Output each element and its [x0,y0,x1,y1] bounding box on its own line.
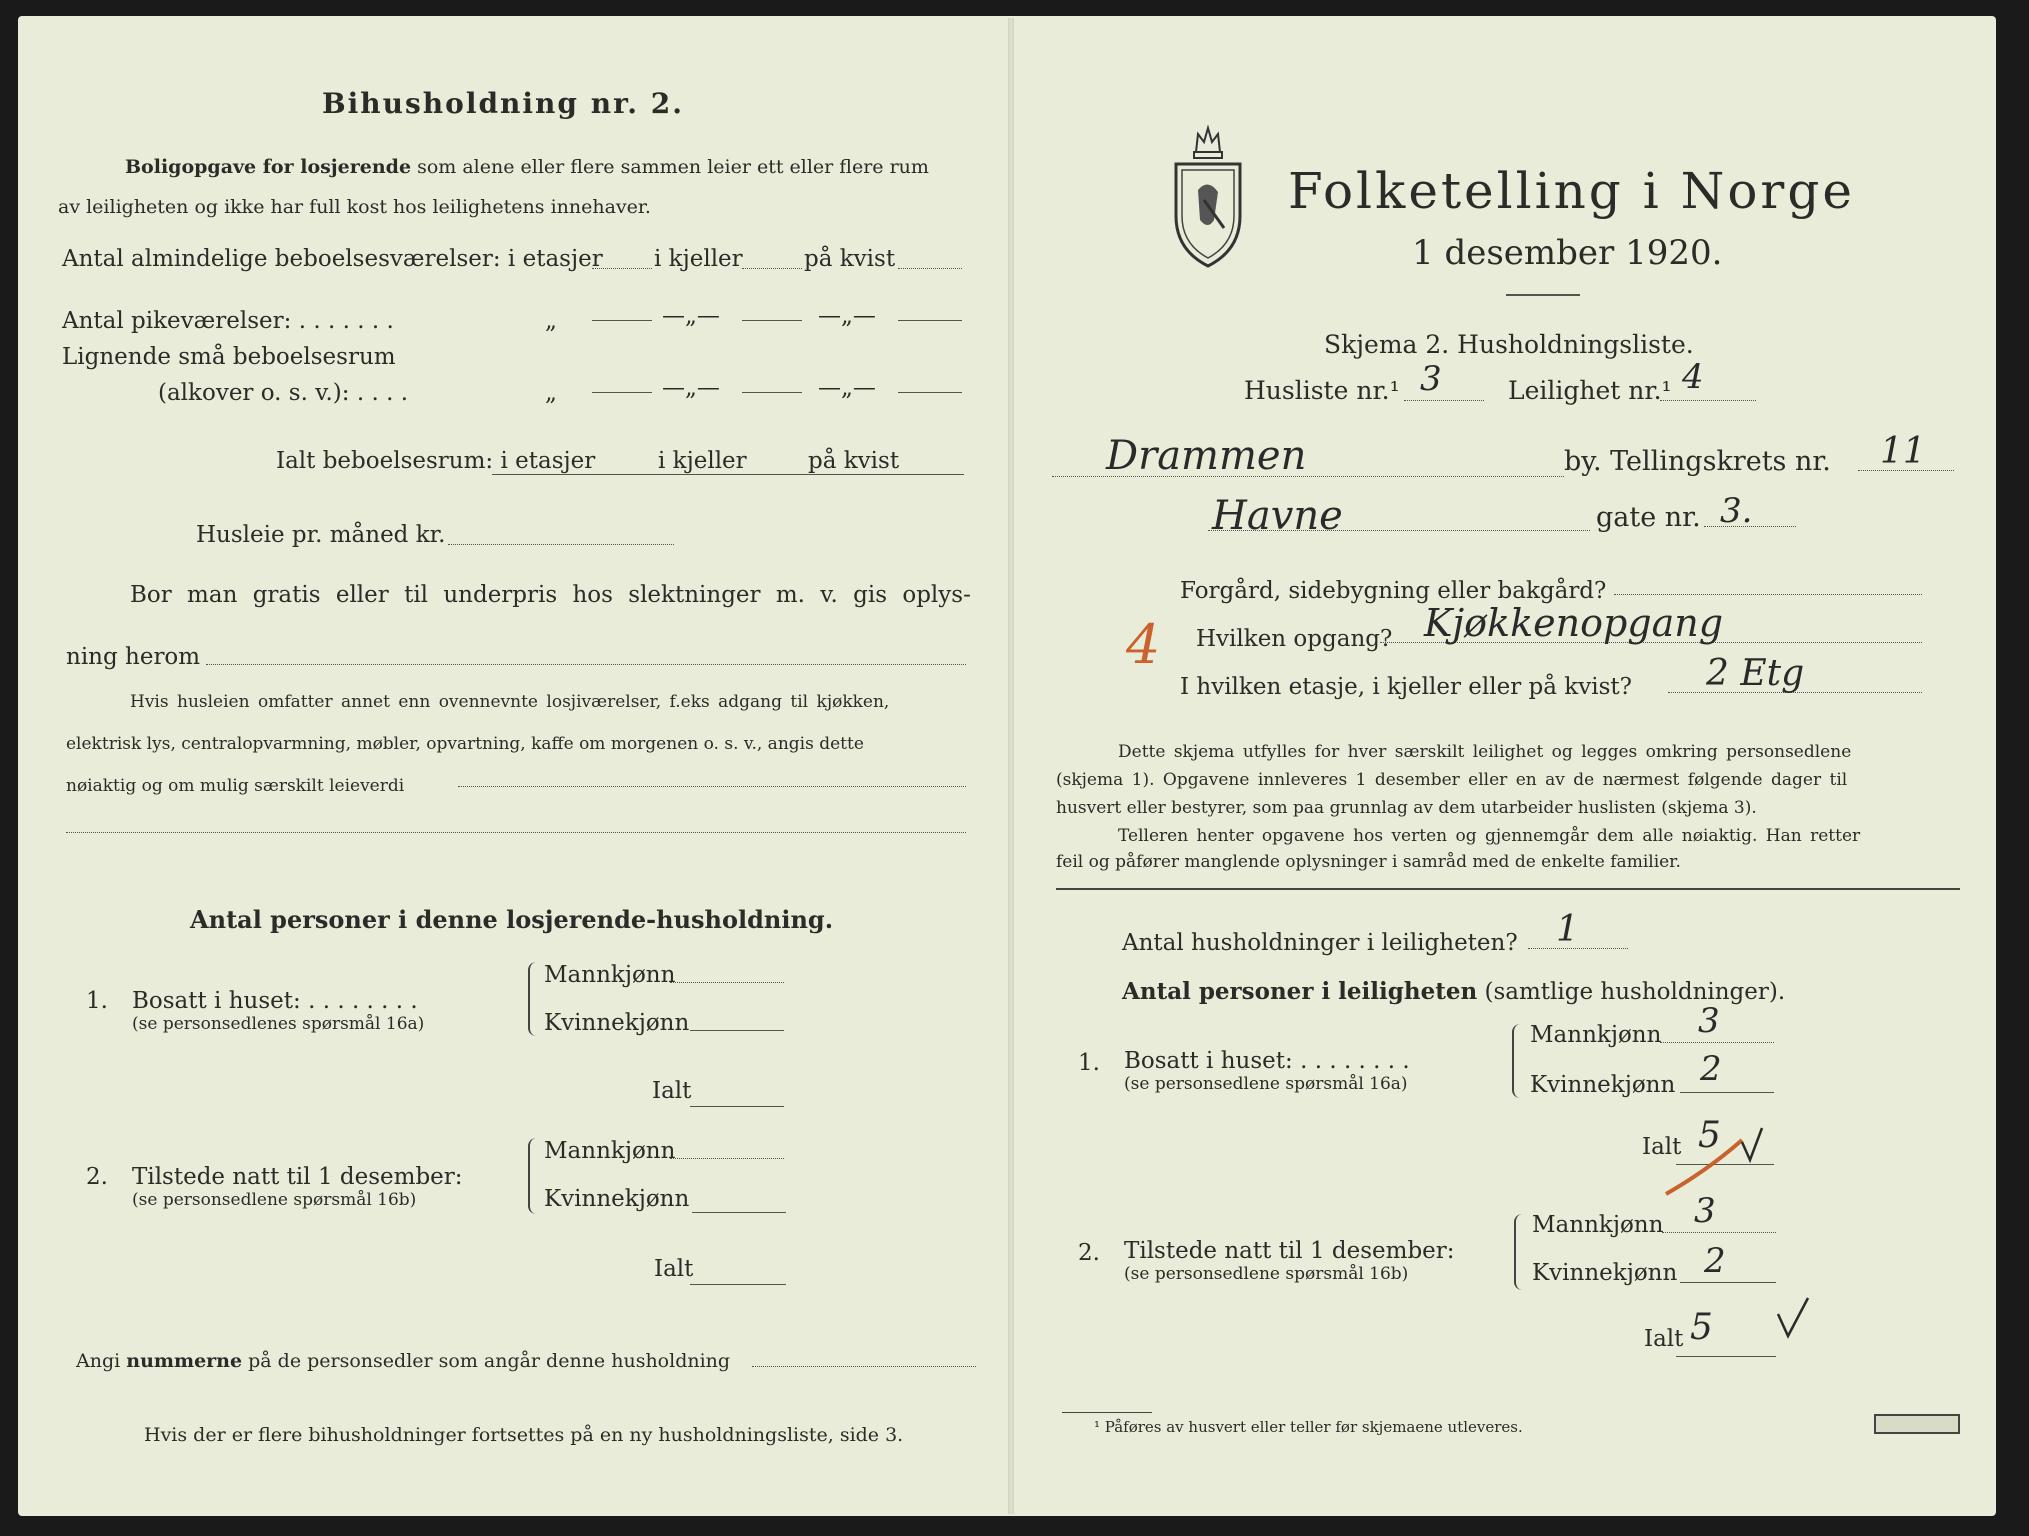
right-q1-sub: (se personsedlene spørsmål 16a) [1124,1074,1408,1094]
coat-of-arms-icon [1168,120,1248,270]
left-q2-label: Tilstede natt til 1 desember: [132,1164,463,1190]
rooms-etasjer-field[interactable] [592,268,652,269]
right-q2-female-value[interactable]: 2 [1704,1241,1726,1281]
total-rooms-rule [492,474,964,475]
small-rooms-ditto: „ [545,380,557,406]
left-q1-male-label: Mannkjønn [544,962,676,988]
footnote: ¹ Påføres av husvert eller teller før skjemaene utleveres. [1094,1418,1523,1436]
left-q2-female-label: Kvinnekjønn [544,1186,690,1212]
pike-ditto-3: —„— [818,303,876,329]
left-q1-total-label: Ialt [652,1078,692,1104]
left-q2-num: 2. [86,1164,108,1190]
numbers-label: Angi nummerne på de personsedler som angår denne husholdning [76,1350,731,1372]
left-q1-female-label: Kvinnekjønn [544,1010,690,1036]
leilighet-value[interactable]: 4 [1682,357,1704,397]
gate-value[interactable]: 3. [1720,491,1753,531]
right-q2-num: 2. [1078,1240,1100,1266]
by-krets-label: by. Tellingskrets nr. [1564,446,1831,477]
krets-value[interactable]: 11 [1880,431,1926,472]
intro-line-2: av leiligheten og ikke har full kost hos leilighetens innehaver. [58,196,651,218]
total-kjeller-label: i kjeller [658,448,747,474]
note-line-5: feil og påfører manglende oplysninger i samråd med de enkelte familier. [1056,852,1681,872]
leieverdi-field-2[interactable] [66,832,966,833]
right-q2-sub: (se personsedlene spørsmål 16b) [1124,1264,1409,1284]
rooms-kjeller-field[interactable] [742,268,802,269]
right-q2-total-value[interactable]: 5 [1690,1307,1713,1348]
street-field[interactable] [1208,530,1590,531]
footnote-rule [1062,1412,1152,1413]
left-q1-male-field[interactable] [670,982,784,983]
left-q2-male-field[interactable] [670,1158,784,1159]
right-q2-male-value[interactable]: 3 [1694,1191,1716,1231]
forgard-field[interactable] [1614,594,1922,595]
pike-ditto-2: —„— [662,303,720,329]
left-footer: Hvis der er flere bihusholdninger fortsettes på en ny husholdningsliste, side 3. [144,1424,904,1446]
left-q2-male-label: Mannkjønn [544,1138,676,1164]
city-value[interactable]: Drammen [1106,433,1307,479]
left-q1-num: 1. [86,988,108,1014]
right-q1-male-field[interactable] [1660,1042,1774,1043]
rent-field[interactable] [448,544,674,545]
right-q2-male-label: Mannkjønn [1532,1212,1664,1238]
rooms-kvist-field[interactable] [898,268,962,269]
title-underline [1506,294,1580,296]
husliste-label: Husliste nr.¹ [1244,376,1400,405]
left-q2-female-field[interactable] [692,1212,786,1213]
left-q2-total-label: Ialt [654,1256,694,1282]
left-persons-heading: Antal personer i denne losjerende-husholdning. [190,905,834,934]
total-kvist-label: på kvist [808,448,900,474]
rooms-label: Antal almindelige beboelsesværelser: i etasjer [62,246,603,272]
printer-stamp [1874,1414,1960,1434]
etasje-value[interactable]: 2 Etg [1706,653,1805,694]
note-line-4: Telleren henter opgavene hos verten og gjennemgår dem alle nøiaktig. Han retter [1118,826,1861,846]
right-q1-brace [1512,1024,1522,1098]
rent-label: Husleie pr. måned kr. [196,522,446,548]
right-q2-female-field[interactable] [1680,1282,1776,1283]
husliste-field[interactable] [1404,400,1484,401]
note-line-1: Dette skjema utfylles for hver særskilt leilighet og legges omkring personsedlene [1118,742,1852,762]
census-date: 1 desember 1920. [1412,233,1723,273]
intro-bold: Boligopgave for losjerende som alene eller flere sammen leier ett eller flere rum [125,156,929,178]
small-rooms-label: Lignende små beboelsesrum [62,344,396,370]
left-q1-female-field[interactable] [690,1030,784,1031]
right-q2-female-label: Kvinnekjønn [1532,1260,1678,1286]
city-field[interactable] [1052,476,1564,477]
note-line-3: husvert eller bestyrer, som paa grunnlag av dem utarbeider huslisten (skjema 3). [1056,798,1757,818]
right-title: Folketelling i Norge [1288,162,1855,220]
red-pencil-mark: 4 [1126,613,1161,676]
left-q1-brace [528,962,538,1036]
free-line-1: Bor man gratis eller til underpris hos slektninger m. v. gis oplys- [130,582,971,608]
right-q1-label: Bosatt i huset: . . . . . . . . [1124,1048,1410,1074]
small-etasjer-field[interactable] [592,392,652,393]
leieverdi-field[interactable] [458,786,966,787]
opgang-value[interactable]: Kjøkkenopgang [1424,601,1724,645]
left-title: Bihusholdning nr. 2. [322,87,684,120]
left-q2-sub: (se personsedlene spørsmål 16b) [132,1190,417,1210]
schema-label: Skjema 2. Husholdningsliste. [1324,330,1694,359]
right-q1-total-label: Ialt [1642,1134,1682,1160]
section-rule [1056,888,1960,890]
page-fold [1008,18,1014,1514]
red-check-mark-icon [1658,1115,1778,1200]
right-q2-male-field[interactable] [1662,1232,1776,1233]
right-q1-male-label: Mannkjønn [1530,1022,1662,1048]
left-q2-brace [528,1138,538,1214]
right-q1-female-label: Kvinnekjønn [1530,1072,1676,1098]
right-q1-num: 1. [1078,1050,1100,1076]
small-kjeller-field[interactable] [742,392,802,393]
small-ditto-3: —„— [818,375,876,401]
pike-kvist-field[interactable] [898,320,962,321]
leilighet-field[interactable] [1660,400,1756,401]
leilighet-label: Leilighet nr.¹ [1508,376,1672,405]
pike-kjeller-field[interactable] [742,320,802,321]
small-ditto-2: —„— [662,375,720,401]
rooms-kjeller-label: i kjeller [654,246,743,272]
check-mark-icon [1774,1296,1814,1340]
opgang-question: Hvilken opgang? [1196,626,1393,652]
right-q1-total-value[interactable]: 5 [1698,1115,1721,1156]
rooms-kvist-label: på kvist [804,246,896,272]
pike-ditto: „ [545,308,557,334]
pike-etasjer-field[interactable] [592,320,652,321]
forgard-question: Forgård, sidebygning eller bakgård? [1180,578,1607,604]
right-q1-female-field[interactable] [1680,1092,1774,1093]
right-q1-male-value[interactable]: 3 [1698,1001,1720,1041]
left-q1-sub: (se personsedlenes spørsmål 16a) [132,1014,425,1034]
gate-label: gate nr. [1596,502,1701,533]
small-rooms-sub: (alkover o. s. v.): . . . . [158,380,409,406]
note-line-2: (skjema 1). Opgavene innleveres 1 desember eller en av de nærmest følgende dager til [1056,770,1848,790]
numbers-field[interactable] [752,1366,976,1367]
husliste-value[interactable]: 3 [1420,359,1442,399]
hh-count-value[interactable]: 1 [1556,909,1579,950]
rent-note-2: elektrisk lys, centralopvarmning, møbler, opvartning, kaffe om morgenen o. s. v., angis dette [66,734,864,754]
etasje-question: I hvilken etasje, i kjeller eller på kvist? [1180,674,1632,700]
rent-note-3: nøiaktig og om mulig særskilt leieverdi [66,776,405,796]
hh-count-label: Antal husholdninger i leiligheten? [1122,930,1518,956]
right-q2-total-label: Ialt [1644,1326,1684,1352]
total-rooms-label: Ialt beboelsesrum: i etasjer [276,448,596,474]
pike-label: Antal pikeværelser: . . . . . . . [62,308,394,334]
right-q2-brace [1514,1214,1524,1290]
rent-note-1: Hvis husleien omfatter annet enn ovennevnte losjiværelser, f.eks adgang til kjøkken, [130,692,890,712]
right-q2-total-field[interactable] [1676,1356,1776,1357]
small-kvist-field[interactable] [898,392,962,393]
right-q1-female-value[interactable]: 2 [1700,1049,1722,1089]
left-q1-label: Bosatt i huset: . . . . . . . . [132,988,418,1014]
free-field[interactable] [206,664,966,665]
right-persons-heading: Antal personer i leiligheten (samtlige husholdninger). [1122,978,1786,1005]
left-q2-total-field[interactable] [690,1284,786,1285]
street-value[interactable]: Havne [1212,493,1343,539]
left-q1-total-field[interactable] [690,1106,784,1107]
right-q2-label: Tilstede natt til 1 desember: [1124,1238,1455,1264]
free-line-2: ning herom [66,644,201,670]
